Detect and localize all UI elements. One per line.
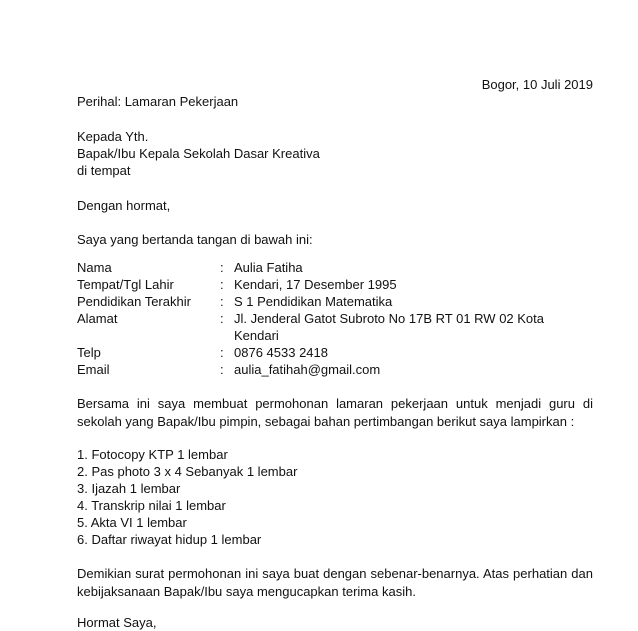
field-value-ttl: Kendari, 17 Desember 1995 — [234, 277, 397, 292]
field-value-alamat: Jl. Jenderal Gatot Subroto No 17B RT 01 RW 02 Kota — [234, 311, 545, 326]
greeting: Dengan hormat, — [77, 198, 171, 213]
field-value-email: aulia_fatihah@gmail.com — [234, 362, 381, 377]
closing: Hormat Saya, — [77, 615, 157, 630]
body-paragraph-1 — [77, 395, 593, 430]
list-item: 6. Daftar riwayat hidup 1 lembar — [77, 532, 262, 547]
field-value-nama: Aulia Fatiha — [234, 260, 303, 275]
field-colon: : — [220, 260, 224, 275]
field-value-pendidikan: S 1 Pendidikan Matematika — [234, 294, 393, 309]
recipient-line-1: Kepada Yth. — [77, 129, 149, 144]
list-item: 4. Transkrip nilai 1 lembar — [77, 498, 226, 513]
field-label-nama: Nama — [77, 260, 112, 275]
field-colon: : — [220, 362, 224, 377]
recipient-line-3: di tempat — [77, 163, 131, 178]
field-label-pendidikan: Pendidikan Terakhir — [77, 294, 191, 309]
field-label-telp: Telp — [77, 345, 101, 360]
field-colon: : — [220, 345, 224, 360]
body-paragraph-2-line-2: kebijaksanaan Bapak/Ibu saya mengucapkan terima kasih. — [77, 583, 416, 599]
field-colon: : — [220, 294, 224, 309]
field-value-alamat-cont: Kendari — [234, 328, 279, 343]
field-value-telp: 0876 4533 2418 — [234, 345, 328, 360]
field-colon: : — [220, 311, 224, 326]
list-item: 1. Fotocopy KTP 1 lembar — [77, 447, 228, 462]
list-item: 3. Ijazah 1 lembar — [77, 481, 181, 496]
list-item: 2. Pas photo 3 x 4 Sebanyak 1 lembar — [77, 464, 298, 479]
recipient-line-2: Bapak/Ibu Kepala Sekolah Dasar Kreativa — [77, 146, 320, 161]
field-label-ttl: Tempat/Tgl Lahir — [77, 277, 174, 292]
body-paragraph-2-line-1: Demikian surat permohonan ini saya buat dengan sebenar-benarnya. Atas perhatian dan — [77, 566, 593, 581]
list-item: 5. Akta VI 1 lembar — [77, 515, 187, 530]
field-label-email: Email — [77, 362, 110, 377]
subject-line: Perihal: Lamaran Pekerjaan — [77, 94, 239, 109]
body-paragraph-1-line-2: sekolah yang Bapak/Ibu pimpin, sebagai bahan pertimbangan berikut saya lampirkan : — [77, 413, 575, 429]
intro-line: Saya yang bertanda tangan di bawah ini: — [77, 232, 313, 247]
place-date: Bogor, 10 Juli 2019 — [481, 77, 593, 92]
body-paragraph-1-line-1: Bersama ini saya membuat permohonan lamaran pekerjaan untuk menjadi guru di — [77, 396, 593, 411]
body-paragraph-2 — [77, 565, 593, 600]
field-colon: : — [220, 277, 224, 292]
field-label-alamat: Alamat — [77, 311, 118, 326]
